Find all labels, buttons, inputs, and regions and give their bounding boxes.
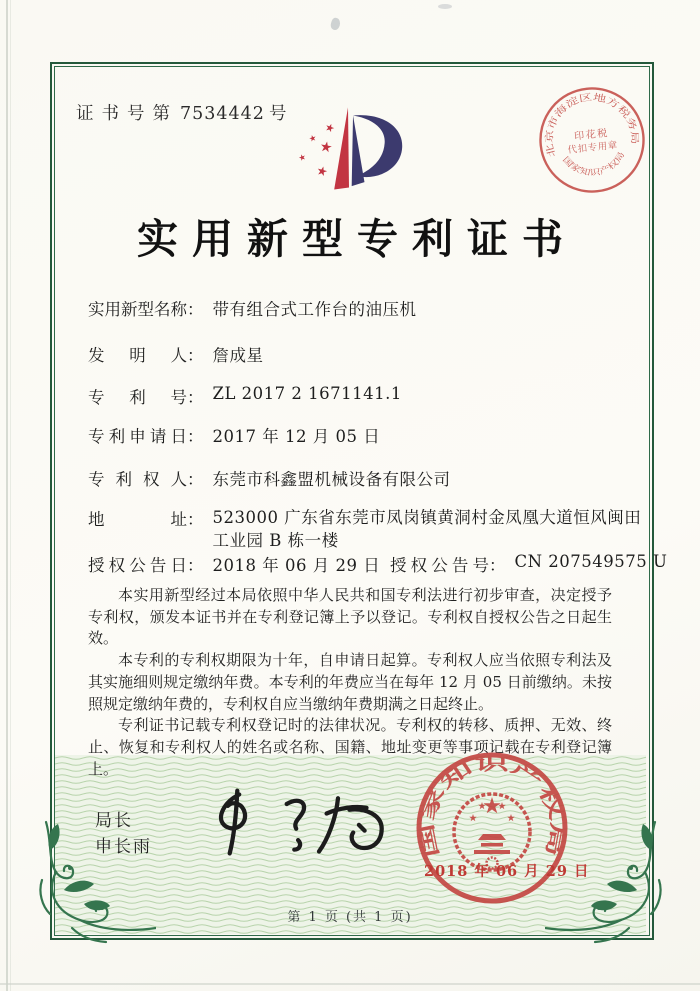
field-label: 专利号 — [88, 388, 187, 407]
field-address — [88, 506, 653, 552]
stamp-arc-bottom-text: 国家知识产权局 — [560, 151, 626, 178]
scan-speck — [438, 4, 452, 9]
field-value: 523000 广东省东莞市凤岗镇黄洞村金凤凰大道恒风闽田工业园 B 栋一楼 — [212, 508, 642, 550]
scan-edge-line — [10, 0, 11, 991]
body-paragraph-1: 本实用新型经过本局依照中华人民共和国专利法进行初步审查，决定授予专利权，颁发本证书并在专利登记簿上予以登记。专利权自授权公告之日起生效。 — [88, 586, 612, 648]
body-paragraph-3: 专利证书记载专利权登记时的法律状况。专利权的转移、质押、无效、终止、恢复和专利权人的姓名或名称、国籍、地址变更等事项记载在专利登记簿上。 — [88, 716, 612, 778]
certificate-number-suffix: 号 — [268, 104, 287, 124]
field-colon: ： — [187, 470, 204, 489]
logo-stars — [298, 122, 335, 176]
scan-edge-line — [6, 0, 8, 991]
field-colon: ： — [489, 556, 506, 575]
field-label: 实用新型名称 — [88, 300, 187, 319]
field-colon: ： — [187, 510, 204, 529]
field-colon: ： — [187, 388, 204, 407]
field-colon: ： — [187, 346, 204, 365]
director-title: 局长 — [95, 811, 133, 830]
field-filing-date — [88, 423, 380, 447]
director-handwritten-signature — [205, 783, 395, 863]
field-value: 2018 年 06 月 29 日 — [212, 556, 381, 575]
field-patentee — [88, 466, 451, 490]
body-paragraph-2: 本专利的专利权期限为十年，自申请日起算。专利权人应当依照专利法及其实施细则规定缴纳年费。本专利的年费应当在每年 12 月 05 日前缴纳。未按照规定缴纳年费的，专利权自应当缴纳年费期满之日起终止。 — [88, 651, 612, 713]
field-label: 发明人 — [88, 346, 187, 365]
field-patent-number — [88, 384, 402, 408]
field-colon: ： — [187, 300, 204, 319]
field-label: 专利申请日 — [88, 427, 187, 446]
field-value: 詹成星 — [212, 346, 264, 365]
field-label: 授权公告日 — [88, 556, 187, 575]
field-inventor — [88, 342, 264, 366]
national-emblem — [454, 794, 530, 870]
certificate-title: 实用新型专利证书 — [137, 215, 577, 263]
certificate-number-prefix: 证书号第 — [76, 104, 178, 124]
seal-date: 2018 年 06 月 29 日 — [424, 863, 590, 880]
field-value: ZL 2017 2 1671141.1 — [212, 384, 402, 403]
logo-red-spire — [334, 107, 349, 189]
certificate-number-value: 7534442 — [180, 104, 265, 124]
stamp-arc-top-text: 北京市海淀区地方税务局 — [544, 91, 640, 159]
field-colon: ： — [187, 427, 204, 446]
stamp-center-line1: 印花税 — [573, 128, 610, 143]
cnipa-logo — [268, 96, 430, 207]
page-number: 第 1 页 (共 1 页) — [287, 910, 413, 925]
scan-speck — [329, 17, 341, 31]
cnipa-official-seal — [404, 740, 580, 916]
field-value: CN 207549575 U — [514, 552, 668, 571]
seal-arc-text: 国家知识产权局 — [416, 752, 569, 860]
field-label: 授权公告号 — [390, 556, 489, 575]
field-label: 专利权人 — [88, 470, 187, 489]
field-value: 带有组合式工作台的油压机 — [212, 300, 417, 319]
stamp-center-line2: 代扣专用章 — [567, 139, 619, 157]
certificate-number — [76, 100, 286, 125]
tax-withholding-stamp — [530, 78, 653, 201]
field-grant-number — [390, 552, 667, 576]
field-colon: ： — [187, 556, 204, 575]
field-value: 东莞市科鑫盟机械设备有限公司 — [212, 470, 451, 489]
field-utility-model-name — [88, 296, 417, 320]
field-label: 地址 — [88, 510, 187, 529]
director-name: 申长雨 — [95, 837, 152, 856]
scan-edge-line — [0, 983, 700, 985]
field-grant-row — [88, 552, 668, 576]
field-value: 2017 年 12 月 05 日 — [212, 427, 381, 446]
